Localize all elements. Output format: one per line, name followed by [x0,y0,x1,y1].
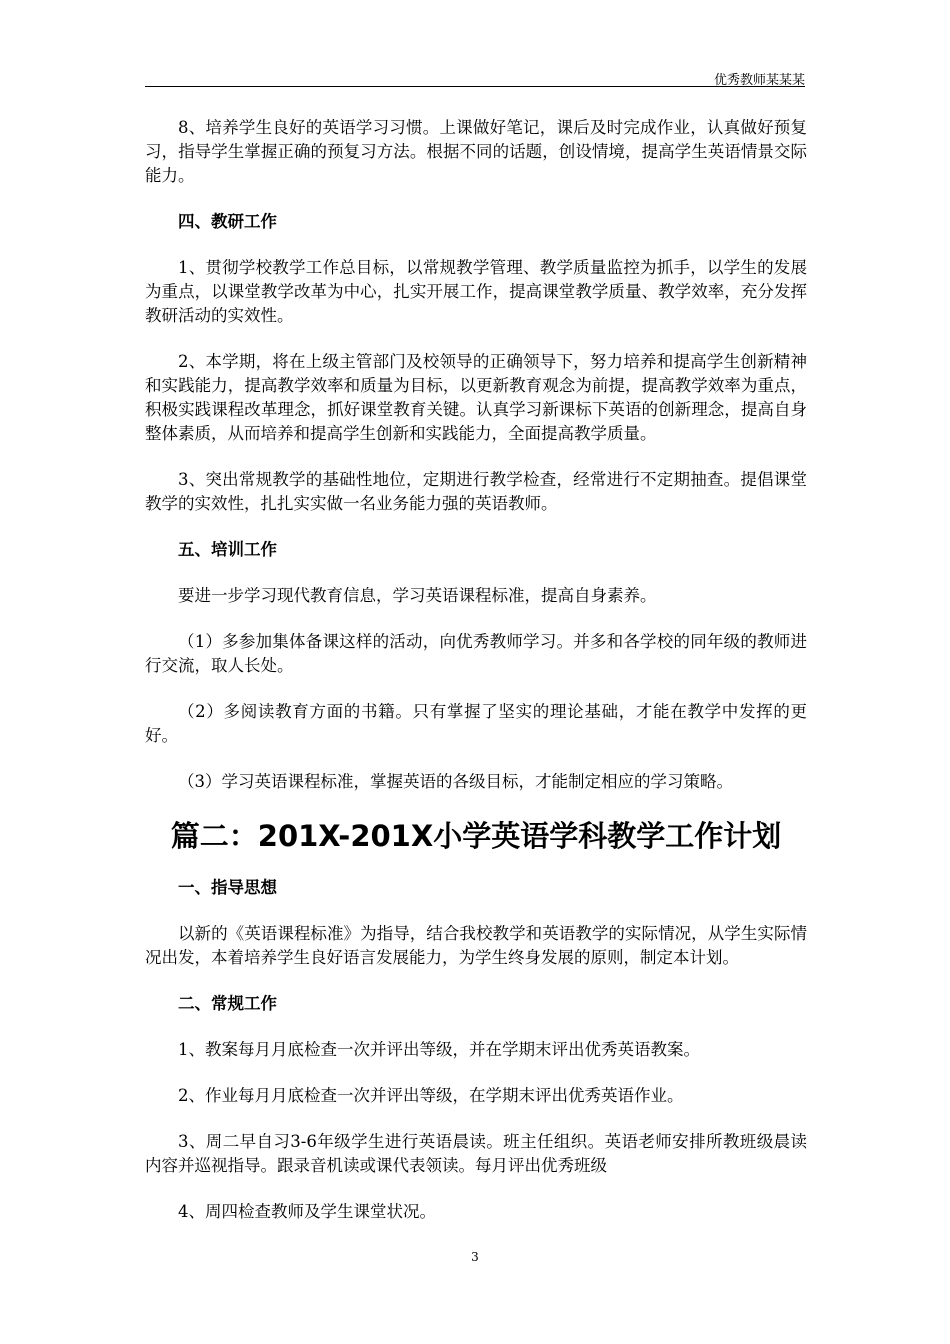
section-heading-teaching-research: 四、教研工作 [178,212,277,231]
paragraph-training-intro: 要进一步学习现代教育信息，学习英语课程标准，提高自身素养。 [178,586,657,605]
paragraph-routine-2: 2、作业每月月底检查一次并评出等级，在学期末评出优秀英语作业。 [178,1086,684,1105]
paragraph-training-3: （3）学习英语课程标准，掌握英语的各级目标，才能制定相应的学习策略。 [178,772,733,791]
header-author: 优秀教师某某某 [713,73,805,88]
section-heading-training: 五、培训工作 [178,540,277,559]
paragraph-8: 8、培养学生良好的英语学习习惯。上课做好笔记，课后及时完成作业，认真做好预复习，指导学生掌握正确的预复习方法。根据不同的话题，创设情境，提高学生英语情景交际能力。 [145,118,807,185]
paragraph-research-1: 1、贯彻学校教学工作总目标，以常规教学管理、教学质量监控为抓手，以学生的发展为重点，以课堂教学改革为中心，扎实开展工作，提高课堂教学质量、教学效率，充分发挥教研活动的实效性。 [145,258,807,325]
header-divider [145,86,805,87]
paragraph-training-2: （2）多阅读教育方面的书籍。只有掌握了坚实的理论基础，才能在教学中发挥的更好。 [145,702,807,745]
paragraph-training-1: （1）多参加集体备课这样的活动，向优秀教师学习。并多和各学校的同年级的教师进行交流，取人长处。 [145,632,807,675]
paragraph-routine-4: 4、周四检查教师及学生课堂状况。 [178,1202,436,1221]
section-heading-guiding-thought: 一、指导思想 [178,878,277,897]
section-heading-routine-work: 二、常规工作 [178,994,277,1013]
paragraph-guiding-thought: 以新的《英语课程标准》为指导，结合我校教学和英语教学的实际情况，从学生实际情况出发，本着培养学生良好语言发展能力，为学生终身发展的原则，制定本计划。 [145,924,807,967]
page-number: 3 [471,1250,479,1264]
paragraph-routine-1: 1、教案每月月底检查一次并评出等级，并在学期末评出优秀英语教案。 [178,1040,700,1059]
paragraph-routine-3: 3、周二早自习3-6年级学生进行英语晨读。班主任组织。英语老师安排所教班级晨读内容并巡视指导。跟录音机读或课代表领读。每月评出优秀班级 [145,1132,807,1175]
article-title: 篇二：201X-201X小学英语学科教学工作计划 [170,819,782,853]
document-body [145,116,807,1246]
paragraph-research-2: 2、本学期，将在上级主管部门及校领导的正确领导下，努力培养和提高学生创新精神和实践能力，提高教学效率和质量为目标，以更新教育观念为前提，提高教学效率为重点，积极实践课程改革理念，抓好课堂教育关键。认真学习新课标下英语的创新理念，提高自身整体素质，从而培养和提高学生创新和实践能力，全面提高教学质量。 [145,352,807,443]
paragraph-research-3: 3、突出常规教学的基础性地位，定期进行教学检查，经常进行不定期抽查。提倡课堂教学的实效性，扎扎实实做一名业务能力强的英语教师。 [145,470,807,513]
